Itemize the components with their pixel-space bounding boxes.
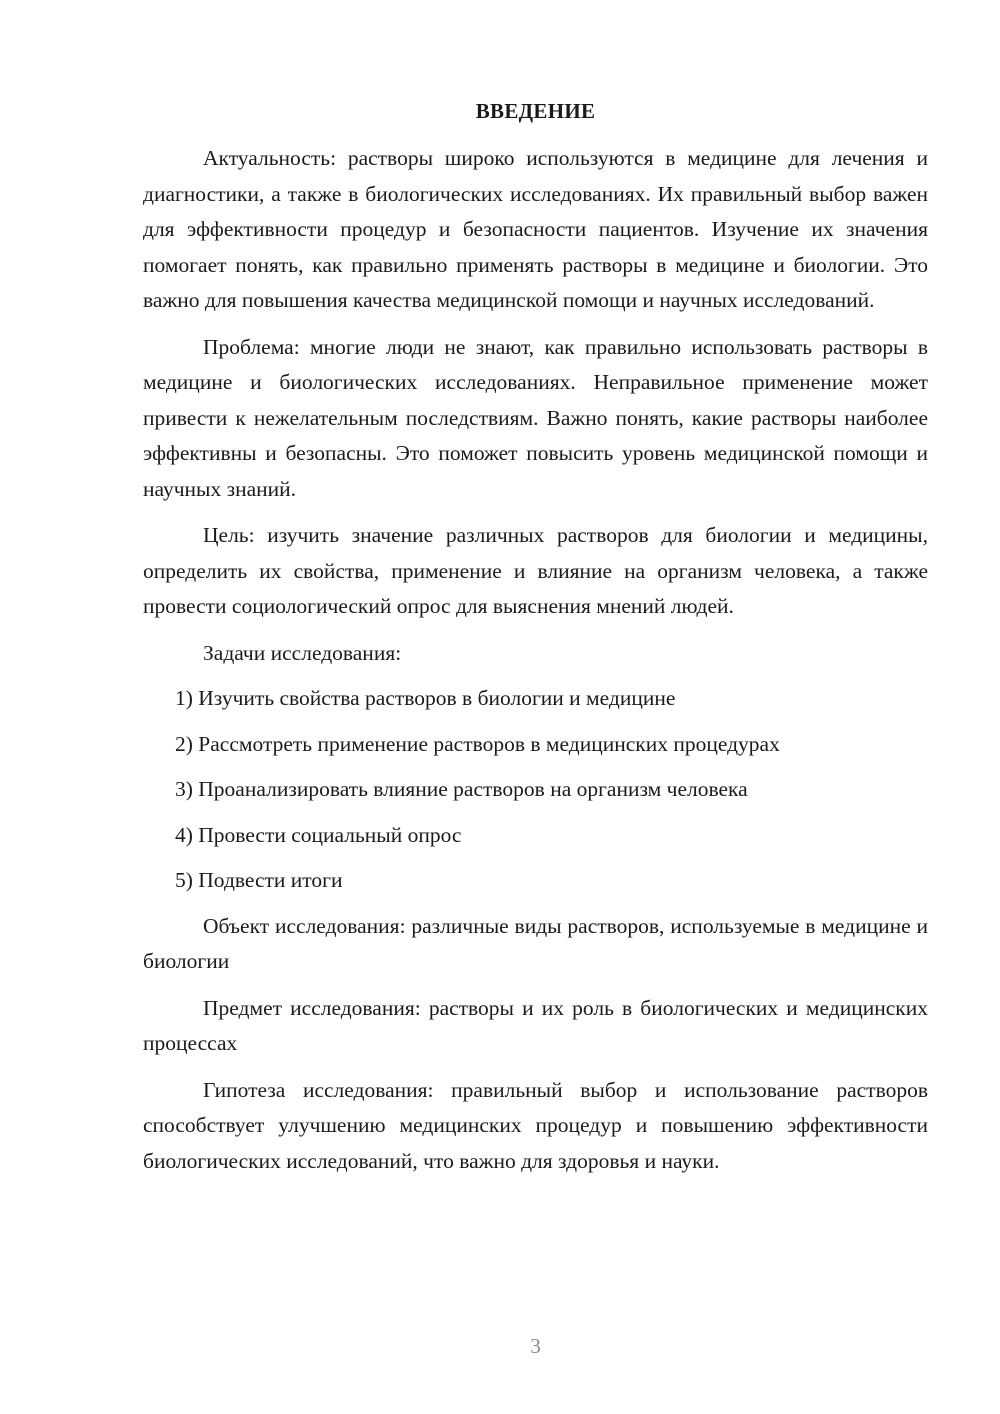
paragraph-hypothesis: Гипотеза исследования: правильный выбор и использование растворов способствует улучшению медицинских процедур и повышению эффективности биологических исследований, что важно для здоровья и науки. — [143, 1077, 928, 1173]
document-body — [143, 141, 928, 1179]
paragraph-relevance: Актуальность: растворы широко используются в медицине для лечения и диагностики, а также в биологических исследованиях. Их правильный выбор важен для эффективности процедур и безопасности пациентов. Изучение их значения помогает понять, как правильно применять растворы в медицине и биологии. Это важно для повышения качества медицинской помощи и научных исследований. — [143, 146, 928, 312]
tasks-heading: Задачи исследования: — [203, 640, 402, 665]
paragraph-object: Объект исследования: различные виды растворов, используемые в медицине и биологии — [143, 913, 928, 973]
task-item: 1) Изучить свойства растворов в биологии и медицине — [175, 686, 676, 710]
task-item: 5) Подвести итоги — [175, 868, 343, 892]
tasks-list — [143, 681, 928, 899]
page-title: ВВЕДЕНИЕ — [475, 99, 596, 123]
paragraph-problem: Проблема: многие люди не знают, как правильно использовать растворы в медицине и биологических исследованиях. Неправильное применение может привести к нежелательным последствиям. Важно понять, какие растворы наиболее эффективны и безопасны. Это поможет повысить уровень медицинской помощи и научных знаний. — [143, 334, 928, 501]
task-item: 4) Провести социальный опрос — [175, 822, 462, 847]
paragraph-goal: Цель: изучить значение различных растворов для биологии и медицины, определить их свойства, применение и влияние на организм человека, а также провести социологический опрос для выяснения мнений людей. — [143, 523, 928, 618]
task-item: 3) Проанализировать влияние растворов на организм человека — [175, 777, 748, 801]
paragraph-subject: Предмет исследования: растворы и их роль в биологических и медицинских процессах — [143, 995, 928, 1055]
page-number: 3 — [530, 1334, 541, 1358]
task-item: 2) Рассмотреть применение растворов в медицинских процедурах — [175, 731, 780, 756]
